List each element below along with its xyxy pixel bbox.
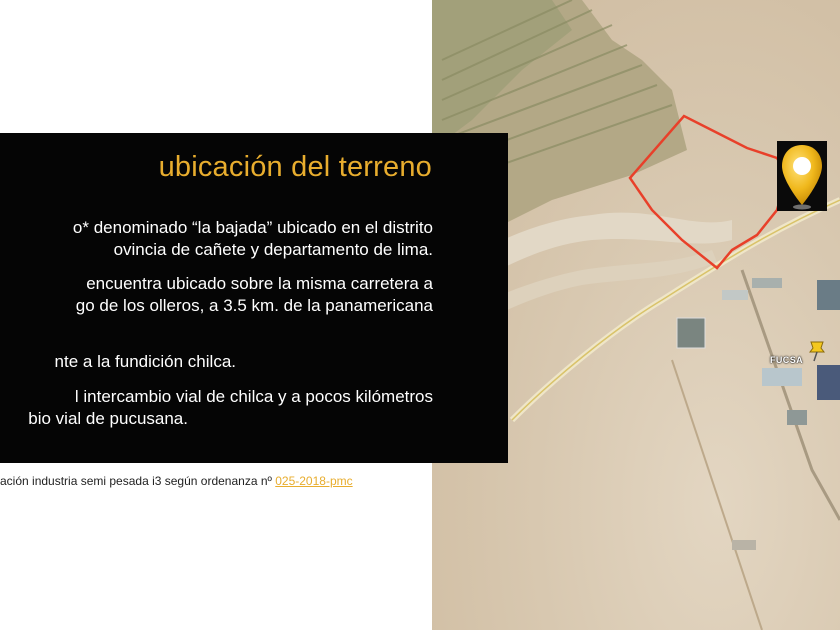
map-marker-label: FUCSA	[770, 355, 803, 365]
zoning-footnote	[0, 474, 353, 488]
panel-line-6: l intercambio vial de chilca y a pocos kilómetros	[74, 387, 433, 406]
panel-line-7: bio vial de pucusana.	[28, 409, 188, 428]
panel-title: ubicación del terreno	[158, 151, 432, 183]
pushpin-icon[interactable]	[807, 340, 827, 362]
ordinance-link[interactable]: 025-2018-pmc	[275, 474, 353, 488]
location-pin-icon	[777, 141, 827, 211]
location-pin-box	[777, 141, 827, 211]
panel-line-3: encuentra ubicado sobre la misma carretera a	[86, 274, 433, 293]
footnote-text: ación industria semi pesada i3 según ordenanza nº	[0, 474, 276, 488]
info-panel	[0, 133, 508, 463]
panel-line-1: o* denominado “la bajada” ubicado en el distrito	[72, 218, 433, 237]
panel-line-4: go de los olleros, a 3.5 km. de la panamericana	[75, 296, 433, 315]
panel-line-2: ovincia de cañete y departamento de lima.	[113, 240, 433, 259]
panel-line-5: nte a la fundición chilca.	[54, 352, 236, 371]
